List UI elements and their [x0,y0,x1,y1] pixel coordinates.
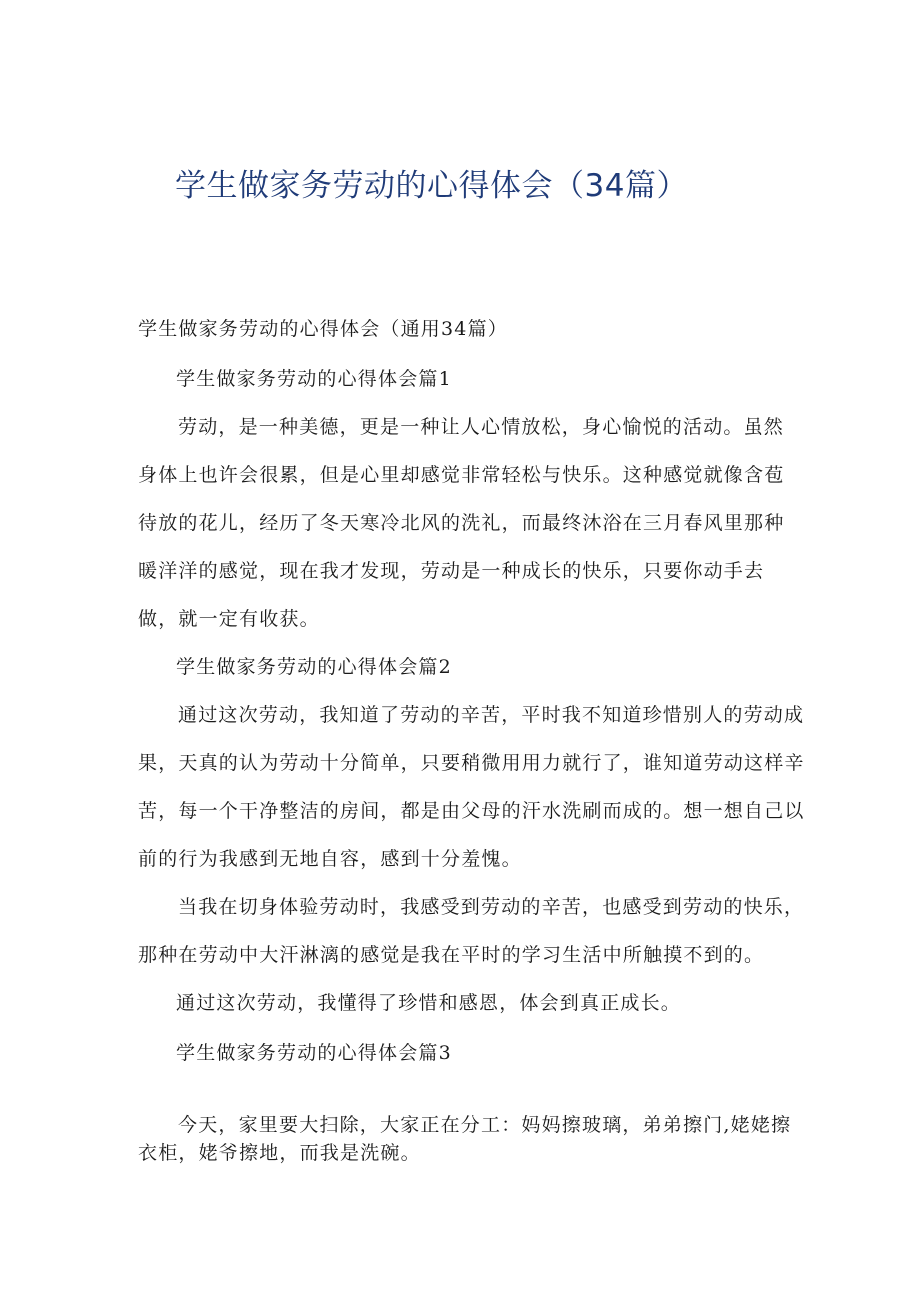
paragraph-line: 做，就一定有收获。 [138,608,320,630]
paragraph-line: 果，天真的认为劳动十分简单，只要稍微用用力就行了，谁知道劳动这样辛 [138,752,805,774]
paragraph-line: 那种在劳动中大汗淋漓的感觉是我在平时的学习生活中所触摸不到的。 [138,944,765,966]
paragraph-line: 当我在切身体验劳动时，我感受到劳动的辛苦，也感受到劳动的快乐， [178,896,805,918]
document-subtitle: 学生做家务劳动的心得体会（通用34篇） [138,318,508,340]
paragraph-line: 暖洋洋的感觉，现在我才发现，劳动是一种成长的快乐，只要你动手去 [138,560,765,582]
paragraph-line: 衣柜，姥爷擦地，而我是洗碗。 [138,1142,421,1164]
paragraph-line: 今天，家里要大扫除，大家正在分工：妈妈擦玻璃，弟弟擦门,姥姥擦 [178,1114,792,1136]
paragraph-line: 前的行为我感到无地自容，感到十分羞愧。 [138,848,522,870]
document-title: 学生做家务劳动的心得体会（34篇） [175,168,688,204]
paragraph-line: 通过这次劳动，我知道了劳动的辛苦，平时我不知道珍惜别人的劳动成 [178,704,805,726]
section-heading-3: 学生做家务劳动的心得体会篇3 [176,1042,452,1064]
paragraph-line: 通过这次劳动，我懂得了珍惜和感恩，体会到真正成长。 [176,992,682,1014]
paragraph-line: 身体上也许会很累，但是心里却感觉非常轻松与快乐。这种感觉就像含苞 [138,464,785,486]
paragraph-line: 苦，每一个干净整洁的房间，都是由父母的汗水洗刷而成的。想一想自己以 [138,800,805,822]
section-heading-1: 学生做家务劳动的心得体会篇1 [176,368,452,390]
section-heading-2: 学生做家务劳动的心得体会篇2 [176,656,452,678]
paragraph-line: 待放的花儿，经历了冬天寒冷北风的洗礼，而最终沐浴在三月春风里那种 [138,512,785,534]
paragraph-line: 劳动，是一种美德，更是一种让人心情放松，身心愉悦的活动。虽然 [178,416,785,438]
